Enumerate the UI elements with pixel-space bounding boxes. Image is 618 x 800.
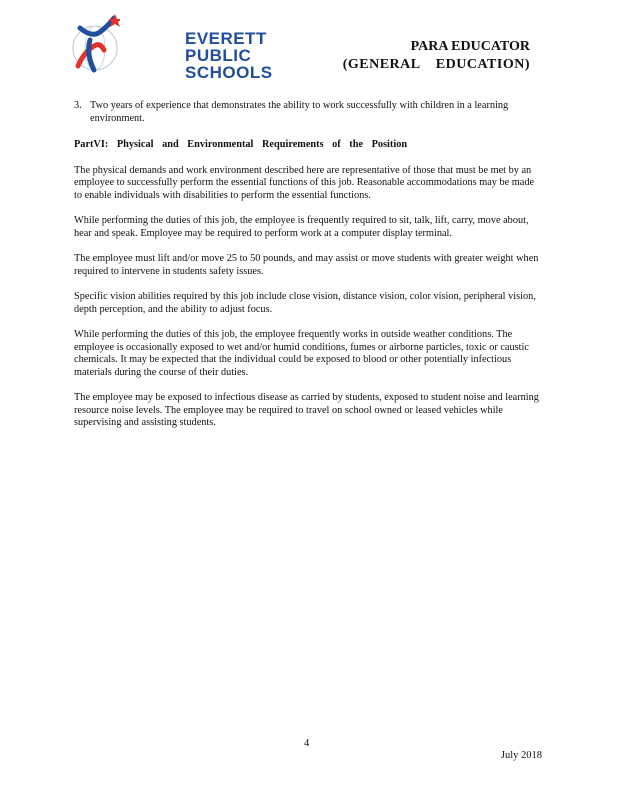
list-item	[74, 100, 544, 125]
paragraph: The employee must lift and/or move 25 to 50 pounds, and may assist or move students with greater weight when required to intervene in students safety issues.	[74, 253, 539, 277]
document-title	[343, 38, 530, 74]
paragraph: While performing the duties of this job, the employee is frequently required to sit, talk, lift, carry, move about, hear and speak. Employee may be required to perform work at a computer display terminal.	[74, 215, 529, 239]
paragraph: Specific vision abilities required by this job include close vision, distance vision, color vision, peripheral vision, depth perception, and the ability to adjust focus.	[74, 291, 536, 315]
list-item-number: 3.	[74, 100, 82, 111]
logo-text	[185, 30, 273, 81]
logo-line: PUBLIC	[185, 46, 252, 65]
title-line-1: PARA EDUCATOR	[410, 39, 530, 54]
logo-line: EVERETT	[185, 29, 267, 48]
page-number: 4	[304, 738, 310, 749]
section-heading: PartVI: Physical and Environmental Requirements of the Position	[74, 139, 408, 150]
paragraph: The physical demands and work environment described here are representative of those that must be met by an employee to successfully perform the essential functions of this job. Reasonable accommodations may be made to enable individuals with disabilities to perform the essential functions.	[74, 164, 535, 201]
footer-date: July 2018	[500, 750, 542, 761]
logo-line: SCHOOLS	[185, 63, 273, 82]
title-line-2: (GENERAL EDUCATION)	[342, 57, 530, 72]
logo-figure-icon	[70, 10, 120, 76]
district-logo	[70, 10, 273, 82]
paragraph: While performing the duties of this job, the employee frequently works in outside weather conditions. The employee is occasionally exposed to wet and/or humid conditions, fumes or airborne particles, toxic or caustic chemicals. It may be expected that the individual could be exposed to blood or other potentially infectious materials during the course of their duties.	[74, 329, 529, 378]
paragraph: The employee may be exposed to infectious disease as carried by students, exposed to student noise and learning resource noise levels. The employee may be required to travel on school owned or leased vehicles while supervising and assisting students.	[74, 392, 539, 428]
document-body	[74, 100, 544, 443]
list-item-text: Two years of experience that demonstrates the ability to work successfully with children in a learning environment.	[90, 100, 509, 124]
